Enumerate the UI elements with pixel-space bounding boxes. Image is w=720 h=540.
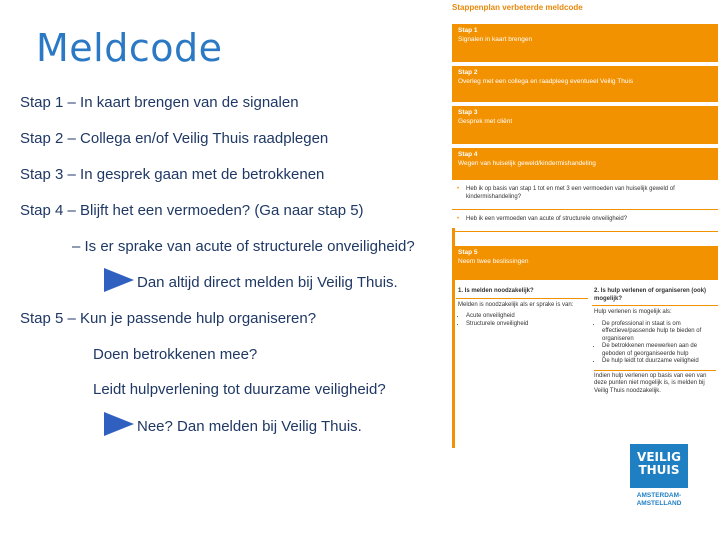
participation-line: Doen betrokkenen mee? xyxy=(93,346,258,363)
flowchart-step-1 xyxy=(452,24,718,62)
report-now-line: Dan altijd direct melden bij Veilig Thuis. xyxy=(137,274,398,291)
step-4-line: Stap 4 – Blijft het een vermoeden? (Ga naar stap 5) xyxy=(20,202,364,219)
flowchart-title: Stappenplan verbeterde meldcode xyxy=(452,3,583,12)
logo-sub-2: AMSTELLAND xyxy=(636,500,682,507)
step-body: Wegen van huiselijk geweld/kindermishandeling xyxy=(458,159,596,167)
report-no-line: Nee? Dan melden bij Veilig Thuis. xyxy=(137,418,362,435)
column-text: Hulp verlenen is mogelijk als: xyxy=(594,309,672,315)
arrow-right-icon xyxy=(104,268,134,292)
step-head: Stap 4 xyxy=(458,151,478,158)
column-head: 2. Is hulp verlenen of organiseren (ook) mogelijk? xyxy=(592,286,718,306)
step-body: Overleg met een collega en raadpleeg eventueel Veilig Thuis xyxy=(458,77,634,85)
column-item: • De professional in staat is om effectieve/passende hulp te bieden of organiseren xyxy=(602,321,718,344)
column-head: 1. Is melden noodzakelijk? xyxy=(456,286,588,299)
flowchart-step-3 xyxy=(452,106,718,144)
column-text: Melden is noodzakelijk als er sprake is van: xyxy=(458,301,574,308)
step-4-subline: – Is er sprake van acute of structurele onveiligheid? xyxy=(72,238,415,255)
step-head: Stap 5 xyxy=(458,249,478,256)
step-body: Signalen in kaart brengen xyxy=(458,35,533,43)
logo-line-2: THUIS xyxy=(638,463,680,477)
step-head: Stap 2 xyxy=(458,69,478,76)
column-item: • De betrokkenen meewerken aan de geboden of georganiseerde hulp xyxy=(602,343,718,358)
step-3-line: Stap 3 – In gesprek gaan met de betrokkenen xyxy=(20,166,325,183)
logo-line-1: VEILIG xyxy=(637,450,681,464)
logo-subtitle xyxy=(630,492,688,508)
step-2-line: Stap 2 – Collega en/of Veilig Thuis raadplegen xyxy=(20,130,329,147)
veilig-thuis-logo xyxy=(630,444,688,488)
arrow-right-icon xyxy=(104,412,134,436)
flowchart-column-1 xyxy=(456,286,588,328)
flowchart-step-4 xyxy=(452,148,718,180)
step-body: Neem twee beslissingen xyxy=(458,257,529,265)
flowchart-step-5 xyxy=(452,246,718,280)
flowchart-column-2 xyxy=(592,286,718,399)
flowchart-check-1: • Heb ik op basis van stap 1 tot en met 3 een vermoeden van huiselijk geweld of kindermishandeling? xyxy=(452,184,718,210)
step-body: Gesprek met cliënt xyxy=(458,117,513,125)
slide-title: Meldcode xyxy=(36,26,223,70)
step-1-line: Stap 1 – In kaart brengen van de signalen xyxy=(20,94,299,111)
step-head: Stap 3 xyxy=(458,109,478,116)
step-5-line: Stap 5 – Kun je passende hulp organiseren? xyxy=(20,310,317,327)
flowchart-side-bar xyxy=(452,228,455,448)
flowchart-step-2 xyxy=(452,66,718,102)
column-item: • Acute onveiligheid xyxy=(466,313,588,321)
column-item: • De hulp leidt tot duurzame veiligheid xyxy=(602,358,718,366)
step-head: Stap 1 xyxy=(458,27,478,34)
logo-sub-1: AMSTERDAM- xyxy=(636,492,682,499)
column-footer: Indien hulp verlenen op basis van een van deze punten niet mogelijk is, is melden bij Veilig Thuis noodzakelijk. xyxy=(594,370,716,396)
flowchart-check-2: • Heb ik een vermoeden van acute of structurele onveiligheid? xyxy=(452,214,718,232)
column-item: • Structurele onveiligheid xyxy=(466,321,588,329)
safety-line: Leidt hulpverlening tot duurzame veiligheid? xyxy=(93,381,386,398)
